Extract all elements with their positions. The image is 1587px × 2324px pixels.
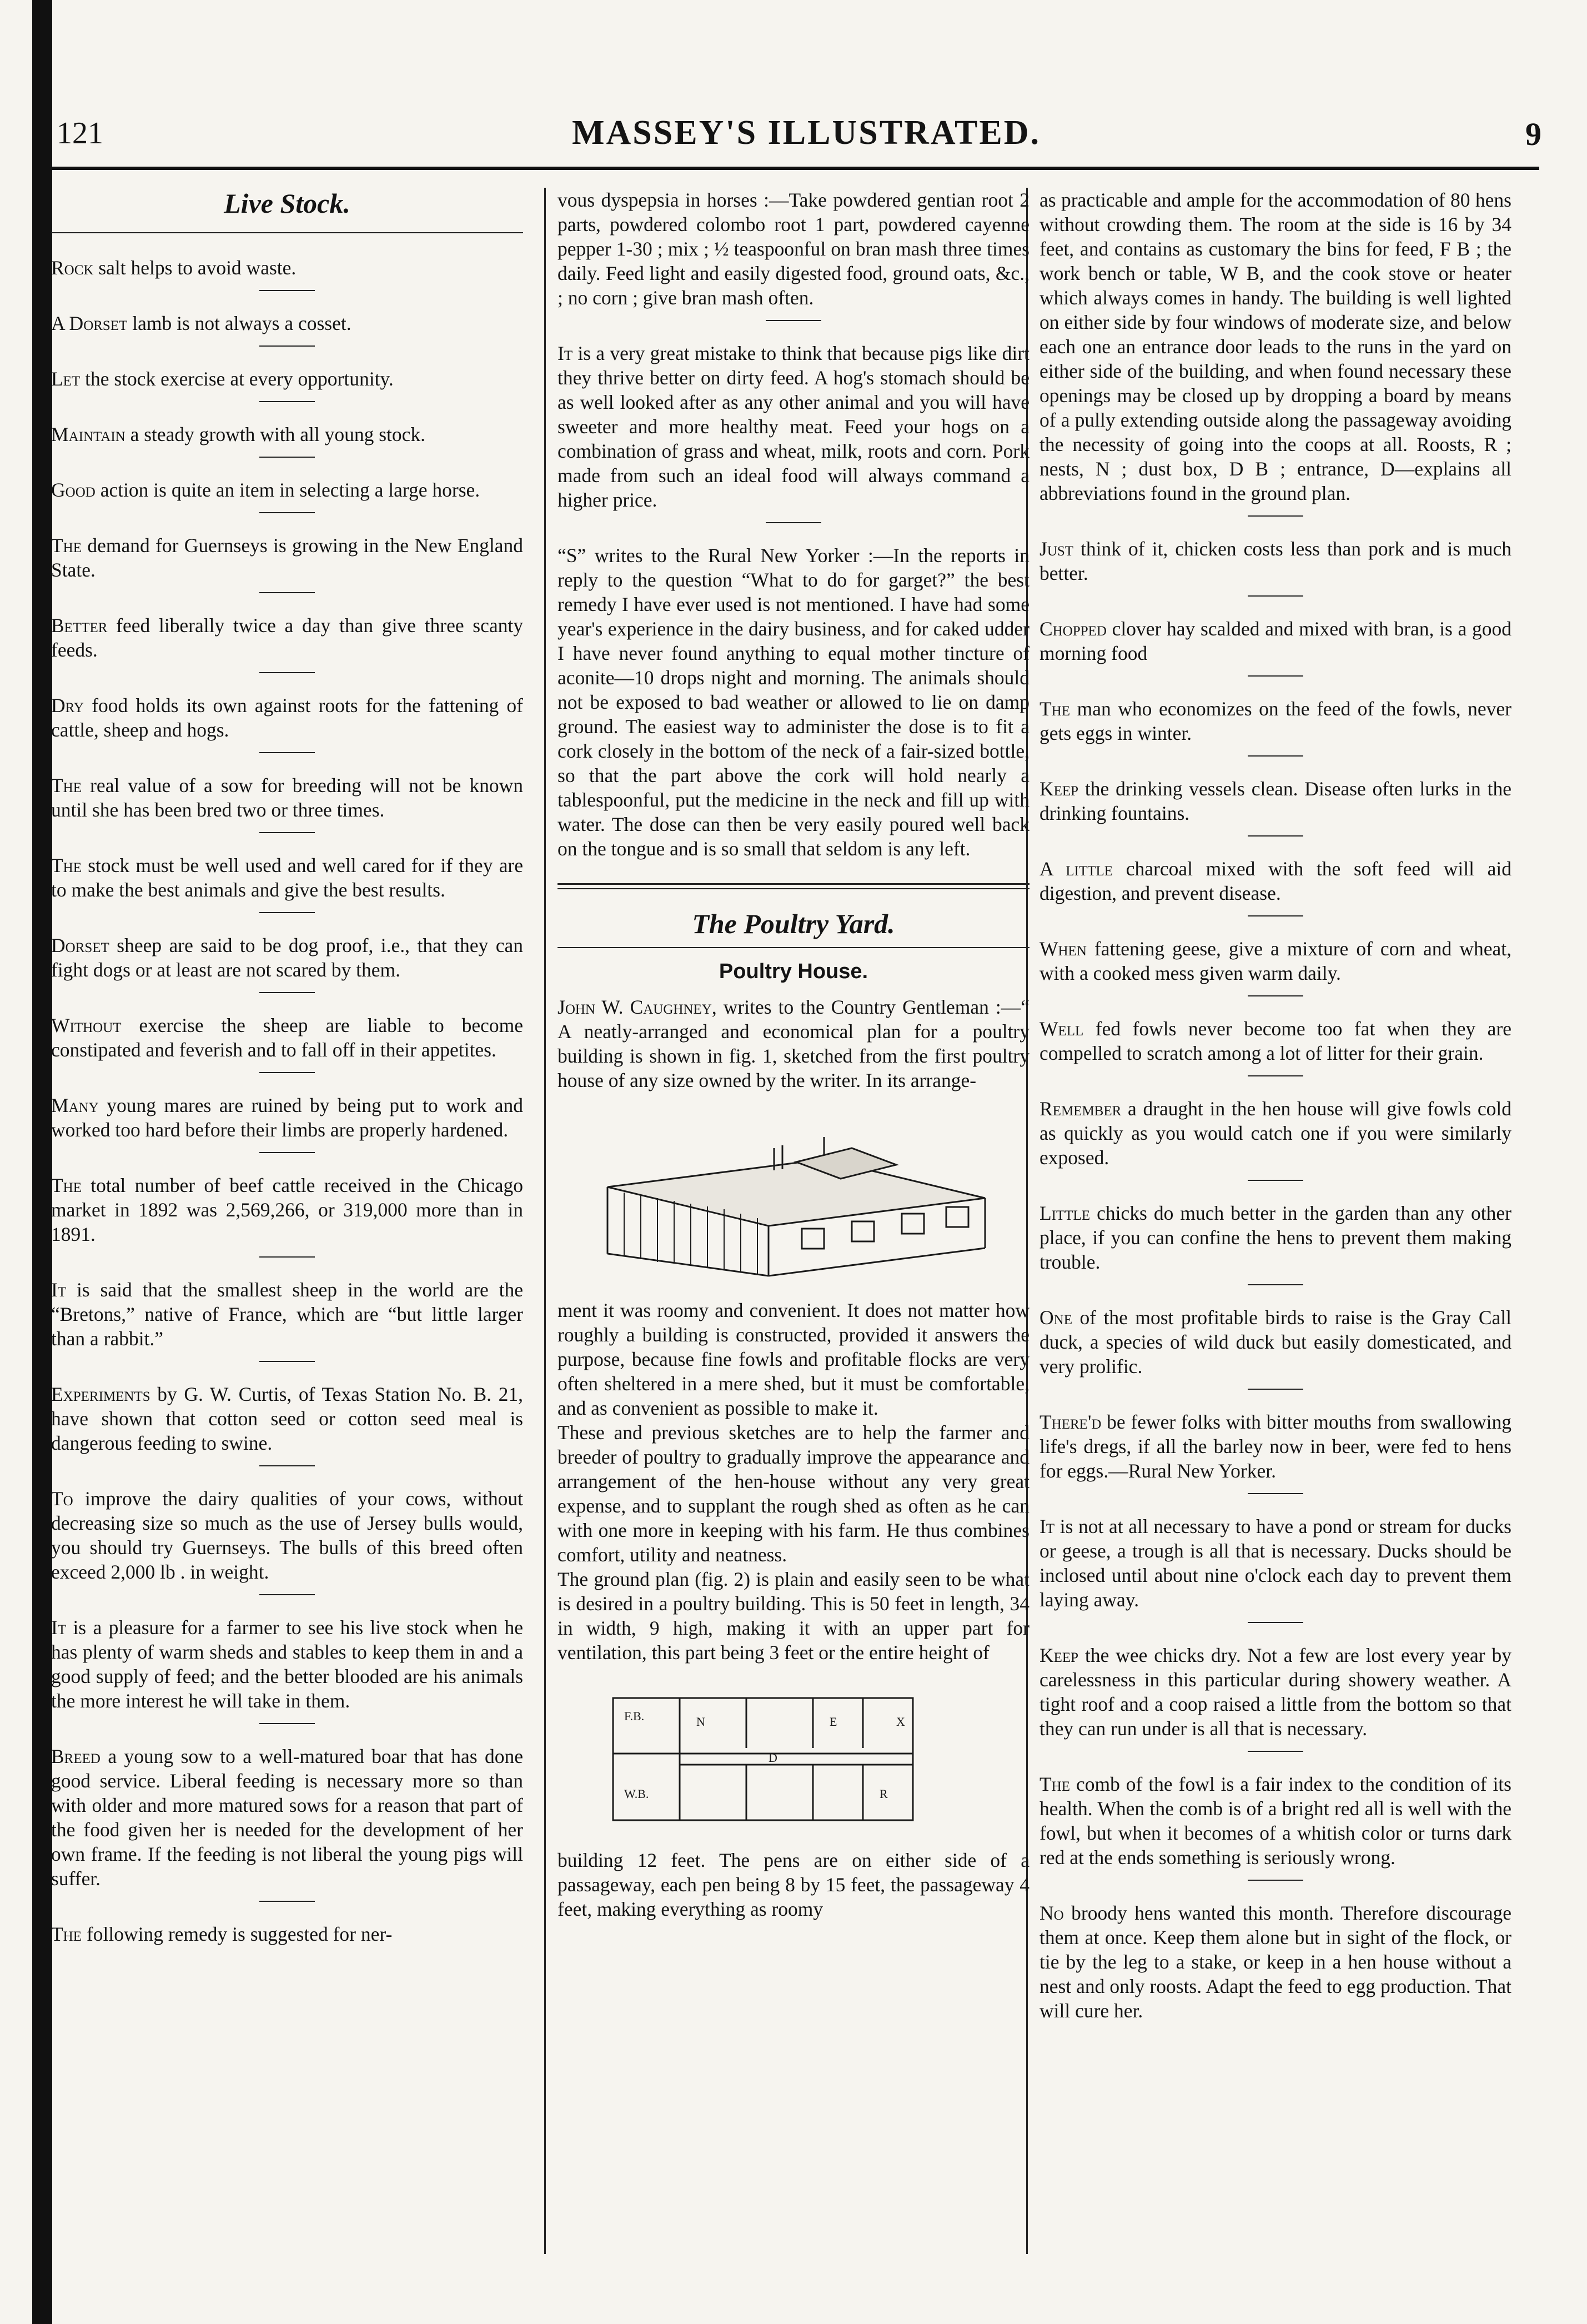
column-rule <box>544 188 546 2254</box>
section-heading-live-stock: Live Stock. <box>224 188 350 219</box>
separator-dash <box>1248 1751 1303 1752</box>
news-item: Keep the wee chicks dry. Not a few are lost every year by carelessness in this particular during showery weather. A tight roof and a coop raised a little from the bottom so that they can run under is all that is necessary. <box>1039 1644 1511 1740</box>
separator-dash <box>1248 915 1303 916</box>
page-number-right: 9 <box>1525 116 1541 152</box>
column-middle <box>558 188 1029 2265</box>
news-item: No broody hens wanted this month. Therefore discourage them at once. Keep them alone but in sight of the flock, or tie by the leg to a stake, or keep in a hen house without a nest and only roosts. Adapt the feed to egg production. That will cure her. <box>1039 1902 1511 2022</box>
news-item: Maintain a steady growth with all young stock. <box>51 423 426 445</box>
separator-dash <box>1248 835 1303 837</box>
separator-dash <box>259 457 315 458</box>
separator-dash <box>259 401 315 402</box>
subheading-poultry-house: Poultry House. <box>719 960 868 983</box>
news-item: Experiments by G. W. Curtis, of Texas Station No. B. 21, have shown that cotton seed or cotton seed meal is dangerous feeding to swine. <box>51 1383 523 1454</box>
separator-dash <box>259 1072 315 1073</box>
poultry-house-illustration <box>563 1115 1018 1281</box>
separator-dash <box>1248 1284 1303 1285</box>
article-paragraph: ment it was roomy and convenient. It does not matter how roughly a building is constructed, provided it answers the purpose, because fine fowls and profitable flocks are very often sheltered in a mere shed, but it must be comfortable, and as convenient as possible to make it. <box>558 1299 1029 1419</box>
separator-dash <box>259 345 315 347</box>
page-number-left: 121 <box>57 116 103 151</box>
news-item: The following remedy is suggested for ner- <box>51 1923 393 1945</box>
separator-dash <box>259 1361 315 1362</box>
news-item: Good action is quite an item in selecting a large horse. <box>51 479 480 501</box>
separator-dash <box>1248 1180 1303 1181</box>
news-item: The demand for Guernseys is growing in the New England State. <box>51 534 523 581</box>
article-paragraph: “S” writes to the Rural New Yorker :—In the reports in reply to the question “What to do for garget?” the best remedy I have ever used is not mentioned. I have had some year's experience in the dairy business, and for caked udder I have never found anything to equal mother tincture of aconite—10 drops night and morning. The animals should not be exposed to bad weather or allowed to lie on damp ground. The easiest way to administer the dose is to fit a cork closely in the bottom of the neck of a fair-sized bottle, so that the part above the cork will hold nearly a tablespoonful, put the medicine in the neck and fill up with water. The dose can then be very easily poured well back on the tongue and is so small that seldom is any left. <box>558 544 1029 860</box>
separator-dash <box>1248 755 1303 757</box>
plan-label: R <box>880 1787 888 1801</box>
section-rule <box>51 232 523 233</box>
plan-label: F.B. <box>624 1709 645 1723</box>
separator-dash <box>259 1256 315 1258</box>
page-edge-shadow <box>32 0 52 2324</box>
news-item: Let the stock exercise at every opportunity. <box>51 368 394 390</box>
separator-dash <box>259 512 315 513</box>
plan-label: N <box>696 1715 705 1729</box>
separator-dash <box>259 672 315 673</box>
column-right <box>1039 188 1511 2265</box>
news-item: There'd be fewer folks with bitter mouths from swallowing life's dregs, if all the barley now in beer, were fed to hens for eggs.—Rural New Yorker. <box>1039 1411 1511 1482</box>
plan-label: D <box>769 1751 777 1765</box>
separator-dash <box>1248 595 1303 597</box>
section-heading-poultry-yard: The Poultry Yard. <box>692 908 895 939</box>
news-item: Remember a draught in the hen house will give fowls cold as quickly as you would catch one if you were similarly exposed. <box>1039 1098 1511 1169</box>
news-item: A little charcoal mixed with the soft feed will aid digestion, and prevent disease. <box>1039 858 1511 904</box>
separator-dash <box>259 1465 315 1466</box>
separator-dash <box>1248 1880 1303 1881</box>
news-item: Little chicks do much better in the garden than any other place, if you can confine the hens to prevent them making trouble. <box>1039 1202 1511 1273</box>
news-item: Just think of it, chicken costs less than pork and is much better. <box>1039 538 1511 584</box>
news-item: Without exercise the sheep are liable to become constipated and feverish and to fall off in their appetites. <box>51 1014 523 1061</box>
separator-dash <box>259 752 315 753</box>
news-item: The stock must be well used and well cared for if they are to make the best animals and give the best results. <box>51 854 523 901</box>
separator-dash <box>259 290 315 291</box>
column-live-stock <box>51 188 523 2265</box>
separator-dash <box>766 522 821 523</box>
news-item: The total number of beef cattle received in the Chicago market in 1892 was 2,569,266, or 319,000 more than in 1891. <box>51 1174 523 1245</box>
news-item: Keep the drinking vessels clean. Disease often lurks in the drinking fountains. <box>1039 778 1511 824</box>
news-item: Dorset sheep are said to be dog proof, i.e., that they can fight dogs or at least are not scared by them. <box>51 934 523 981</box>
separator-dash <box>259 992 315 993</box>
news-item: Well fed fowls never become too fat when they are compelled to scratch among a lot of litter for their grain. <box>1039 1018 1511 1064</box>
separator-dash <box>259 832 315 833</box>
news-item: It is a pleasure for a farmer to see his live stock when he has plenty of warm sheds and stables to keep them in and a good supply of feed; and the better blooded are his animals the more interest he will take in them. <box>51 1616 523 1712</box>
news-item: It is said that the smallest sheep in the world are the “Bretons,” native of France, which are “but little larger than a rabbit.” <box>51 1279 523 1350</box>
news-item: One of the most profitable birds to raise is the Gray Call duck, a species of wild duck but easily domesticated, and very prolific. <box>1039 1306 1511 1378</box>
separator-dash <box>1248 1075 1303 1076</box>
article-paragraph: vous dyspepsia in horses :—Take powdered gentian root 2 parts, powdered colombo root 1 part, powdered cayenne pepper 1-30 ; mix ; ½ teaspoonful on bran mash three times daily. Feed light and easily digested food, ground oats, &c., ; no corn ; give bran mash often. <box>558 189 1029 309</box>
article-paragraph: John W. Caughney, writes to the Country Gentleman :—“ A neatly-arranged and economical plan for a poultry building is shown in fig. 1, sketched from the first poultry house of any size owned by the writer. In its arrange- <box>558 996 1029 1091</box>
news-item: Breed a young sow to a well-matured boar that has done good service. Liberal feeding is necessary more so than with older and more matured sows for a reason that part of the food given her is needed for the development of her own frame. If the feeding is not liberal the young pigs will suffer. <box>51 1745 523 1890</box>
news-item: The comb of the fowl is a fair index to the condition of its health. When the comb is of a bright red all is well with the fowl, but when it becomes of a whitish color or turns dark red at the ends something is seriously wrong. <box>1039 1773 1511 1869</box>
separator-dash <box>1248 675 1303 677</box>
page-header <box>51 104 1561 160</box>
news-item: Rock salt helps to avoid waste. <box>51 257 297 279</box>
separator-dash <box>1248 1493 1303 1494</box>
separator-dash <box>259 1152 315 1153</box>
separator-dash <box>1248 515 1303 517</box>
article-paragraph: building 12 feet. The pens are on either side of a passageway, each pen being 8 by 15 feet, the passageway 4 feet, making everything as roomy <box>558 1849 1029 1920</box>
news-item: A Dorset lamb is not always a cosset. <box>51 312 351 334</box>
news-item: Many young mares are ruined by being put to work and worked too hard before their limbs are properly hardened. <box>51 1094 523 1141</box>
publication-title: MASSEY'S ILLUSTRATED. <box>572 114 1041 152</box>
header-rule <box>51 167 1539 170</box>
separator-dash <box>259 1723 315 1724</box>
article-paragraph: as practicable and ample for the accommodation of 80 hens without crowding them. The room at the side is 16 by 34 feet, and contains as customary the bins for feed, F B ; the work bench or table, W B, and the cook stove or heater which always comes in handy. The building is well lighted on either side by four windows of moderate size, and below each one an entrance door leads to the runs in the yard on either side of the building, and when found necessary these openings may be closed up by dropping a board by means of a pully extending outside along the passageway avoiding the necessity of going into the coops at all. Roosts, R ; nests, N ; dust box, D B ; entrance, D—explains all abbreviations found in the ground plan. <box>1039 189 1511 504</box>
news-item: The man who economizes on the feed of the fowls, never gets eggs in winter. <box>1039 698 1511 744</box>
article-paragraph: These and previous sketches are to help the farmer and breeder of poultry to gradually improve the appearance and arrangement of the hen-house without any very great expense, and to supplant the rough shed as often as he can with one more in keeping with his farm. He thus combines comfort, utility and neatness. <box>558 1421 1029 1566</box>
plan-label: E <box>830 1715 837 1729</box>
separator-dash <box>1248 995 1303 996</box>
news-item: Better feed liberally twice a day than give three scanty feeds. <box>51 614 523 661</box>
separator-dash <box>259 1594 315 1595</box>
news-item: It is not at all necessary to have a pond or stream for ducks or geese, a trough is all that is necessary. Ducks should be inclosed until about nine o'clock each day to prevent them laying away. <box>1039 1515 1511 1611</box>
news-item: Chopped clover hay scalded and mixed with bran, is a good morning food <box>1039 618 1511 664</box>
separator-dash <box>1248 1622 1303 1623</box>
article-paragraph: The ground plan (fig. 2) is plain and easily seen to be what is desired in a poultry building. This is 50 feet in length, 34 in width, 9 high, making it with an upper part for ventilation, this part being 3 feet or the entire height of <box>558 1568 1029 1664</box>
newspaper-page <box>51 104 1561 2271</box>
separator-dash <box>259 912 315 913</box>
plan-label: X <box>896 1715 905 1729</box>
news-item: When fattening geese, give a mixture of corn and wheat, with a cooked mess given warm daily. <box>1039 938 1511 984</box>
news-item: The real value of a sow for breeding will not be known until she has been bred two or three times. <box>51 774 523 821</box>
section-rule <box>558 947 1029 948</box>
article-paragraph: It is a very great mistake to think that because pigs like dirt they thrive better on dirty feed. A hog's stomach should be as well looked after as any other animal and you will have sweeter and more healthy meat. Feed your hogs on a combination of grass and wheat, milk, roots and corn. Pork made from such an ideal food will always command a higher price. <box>558 342 1029 511</box>
separator-dash <box>1248 1389 1303 1390</box>
plan-label: W.B. <box>624 1787 649 1801</box>
ground-plan-diagram <box>563 1687 1018 1831</box>
separator-dash <box>766 320 821 321</box>
news-item: Dry food holds its own against roots for the fattening of cattle, sheep and hogs. <box>51 694 523 741</box>
news-item: To improve the dairy qualities of your cows, without decreasing size so much as the use of Jersey bulls would, you should try Guernseys. The bulls of this breed often exceed 2,000 lb . in weight. <box>51 1487 523 1583</box>
separator-dash <box>259 592 315 593</box>
separator-dash <box>259 1901 315 1902</box>
section-double-rule <box>558 883 1029 889</box>
